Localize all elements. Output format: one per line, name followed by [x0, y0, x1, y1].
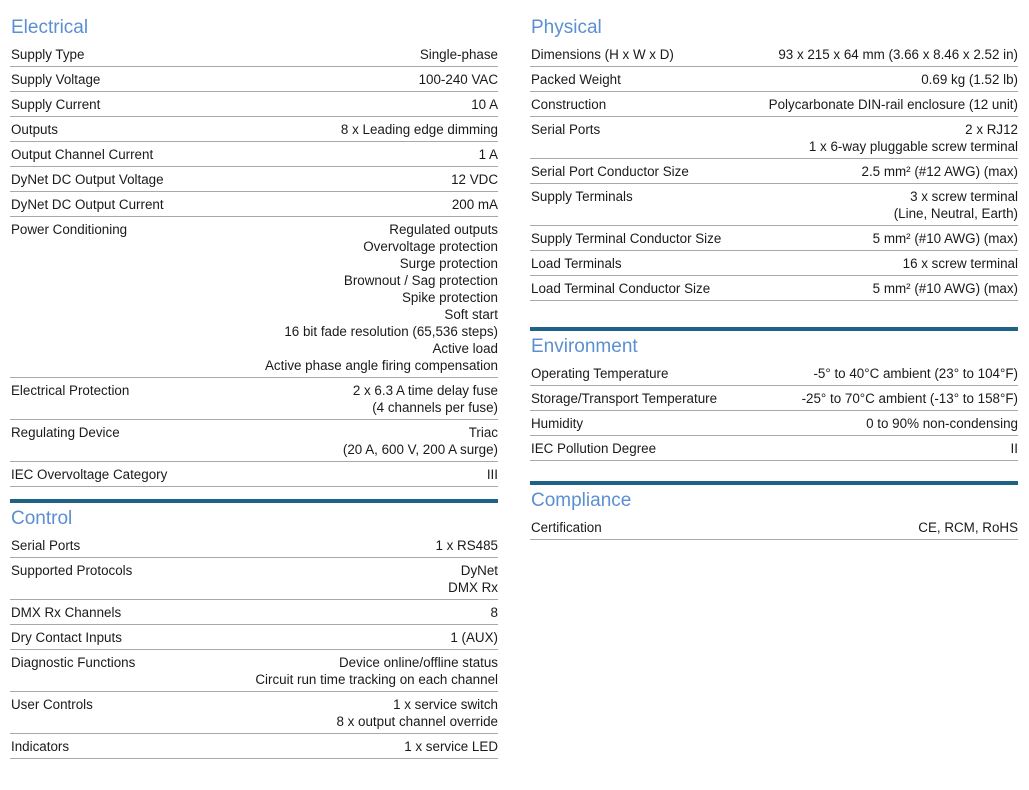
physical-rows — [530, 42, 1018, 301]
spec-label: User Controls — [11, 697, 93, 712]
spec-row — [10, 92, 498, 117]
spec-value-line: Triac — [468, 425, 498, 440]
spec-value-line: DyNet — [460, 563, 498, 578]
spec-value-line: (Line, Neutral, Earth) — [893, 206, 1018, 221]
spec-row — [530, 411, 1018, 436]
spec-value-line: 1 x service LED — [404, 739, 498, 754]
spec-value — [404, 738, 498, 755]
spec-value — [813, 365, 1018, 382]
spec-value-line: Spike protection — [401, 290, 498, 305]
spec-row — [530, 159, 1018, 184]
spec-label: IEC Pollution Degree — [531, 441, 657, 456]
spec-value-line: Regulated outputs — [389, 222, 498, 237]
spec-label: Serial Port Conductor Size — [531, 164, 689, 179]
spec-row — [10, 117, 498, 142]
spec-label: DyNet DC Output Current — [11, 197, 164, 212]
spec-value — [862, 163, 1019, 180]
electrical-section — [10, 12, 498, 487]
spec-row — [530, 92, 1018, 117]
spec-value — [487, 466, 498, 483]
spec-value — [873, 230, 1018, 247]
spec-value-line: (4 channels per fuse) — [372, 400, 498, 415]
spec-value-line: CE, RCM, RoHS — [918, 520, 1018, 535]
spec-value — [809, 121, 1018, 155]
spec-value-line: 1 A — [478, 147, 498, 162]
spec-value — [894, 188, 1018, 222]
spec-row — [10, 600, 498, 625]
spec-row — [10, 533, 498, 558]
spec-value-line: 1 x RS485 — [435, 538, 498, 553]
spec-row — [530, 42, 1018, 67]
section-title-compliance: Compliance — [531, 490, 632, 511]
spec-row — [530, 184, 1018, 226]
spec-value-line: 0.69 kg (1.52 lb) — [921, 72, 1018, 87]
spec-row — [530, 276, 1018, 301]
spec-value — [479, 146, 498, 163]
spec-row — [10, 650, 498, 692]
spec-value-line: 2 x 6.3 A time delay fuse — [352, 383, 498, 398]
spec-value-line: II — [1010, 441, 1018, 456]
spec-value — [451, 171, 498, 188]
spec-value-line: Polycarbonate DIN-rail enclosure (12 unit) — [768, 97, 1018, 112]
spec-label: Load Terminal Conductor Size — [531, 281, 711, 296]
spec-value — [265, 221, 498, 374]
spec-value-line: Active load — [432, 341, 498, 356]
spec-value-line: 8 x Leading edge dimming — [340, 122, 498, 137]
spec-value — [471, 96, 498, 113]
spec-value-line: 93 x 215 x 64 mm (3.66 x 8.46 x 2.52 in) — [778, 47, 1018, 62]
spec-label: Supply Terminal Conductor Size — [531, 231, 722, 246]
spec-value — [778, 46, 1018, 63]
spec-value-line: III — [486, 467, 498, 482]
spec-label: Construction — [531, 97, 607, 112]
spec-row — [530, 515, 1018, 540]
spec-label: Load Terminals — [531, 256, 622, 271]
spec-value-line: (20 A, 600 V, 200 A surge) — [342, 442, 498, 457]
spec-value-line: 0 to 90% non-condensing — [866, 416, 1018, 431]
spec-label: Dimensions (H x W x D) — [531, 47, 674, 62]
spec-row — [10, 42, 498, 67]
spec-value — [343, 424, 498, 458]
spec-row — [530, 226, 1018, 251]
spec-value-line: DMX Rx — [448, 580, 498, 595]
spec-row — [10, 167, 498, 192]
spec-value-line: 5 mm² (#10 AWG) (max) — [872, 231, 1018, 246]
spec-row — [10, 420, 498, 462]
spec-label: Dry Contact Inputs — [11, 630, 122, 645]
spec-value — [448, 562, 498, 596]
spec-row — [10, 67, 498, 92]
left-column — [10, 12, 498, 759]
spec-value-line: -25° to 70°C ambient (-13° to 158°F) — [801, 391, 1018, 406]
spec-row — [10, 462, 498, 487]
spec-value-line: 8 — [490, 605, 498, 620]
spec-value — [336, 696, 498, 730]
section-title-environment: Environment — [531, 336, 638, 357]
spec-row — [10, 692, 498, 734]
spec-value-line: Soft start — [444, 307, 498, 322]
spec-value-line: Device online/offline status — [338, 655, 498, 670]
spec-row — [530, 386, 1018, 411]
spec-label: Serial Ports — [11, 538, 81, 553]
spec-value-line: 5 mm² (#10 AWG) (max) — [872, 281, 1018, 296]
spec-row — [10, 192, 498, 217]
spec-value-line: 8 x output channel override — [336, 714, 498, 729]
spec-row — [530, 251, 1018, 276]
spec-value-line: 100-240 VAC — [418, 72, 498, 87]
spec-row — [530, 436, 1018, 461]
spec-row — [530, 67, 1018, 92]
spec-label: Power Conditioning — [11, 222, 128, 237]
spec-value — [903, 255, 1018, 272]
spec-row — [530, 117, 1018, 159]
physical-section — [530, 12, 1018, 301]
electrical-rows — [10, 42, 498, 487]
spec-label: Storage/Transport Temperature — [531, 391, 718, 406]
spec-value-line: 200 mA — [451, 197, 498, 212]
spec-label: IEC Overvoltage Category — [11, 467, 168, 482]
spec-row — [10, 142, 498, 167]
spec-label: Supply Voltage — [11, 72, 101, 87]
control-rows — [10, 533, 498, 759]
spec-row — [10, 625, 498, 650]
spec-label: Serial Ports — [531, 122, 601, 137]
spec-value-line: 1 x 6-way pluggable screw terminal — [808, 139, 1018, 154]
right-column — [530, 12, 1018, 540]
spec-value — [341, 121, 498, 138]
spec-value-line: 2 x RJ12 — [965, 122, 1018, 137]
spec-label: Indicators — [11, 739, 70, 754]
spec-value-line: 12 VDC — [451, 172, 498, 187]
spec-value — [419, 71, 498, 88]
spec-value-line: Single-phase — [419, 47, 498, 62]
environment-rows — [530, 361, 1018, 461]
spec-value-line: 1 (AUX) — [450, 630, 498, 645]
spec-label: Certification — [531, 520, 602, 535]
spec-value — [420, 46, 498, 63]
spec-label: Operating Temperature — [531, 366, 669, 381]
spec-value — [353, 382, 498, 416]
spec-label: Electrical Protection — [11, 383, 130, 398]
spec-value — [1011, 440, 1018, 457]
spec-row — [10, 558, 498, 600]
section-title-electrical: Electrical — [11, 17, 89, 38]
spec-label: Outputs — [11, 122, 58, 137]
spec-value — [769, 96, 1018, 113]
spec-label: Packed Weight — [531, 72, 621, 87]
spec-value-line: Surge protection — [399, 256, 498, 271]
control-section — [10, 503, 498, 759]
compliance-rows — [530, 515, 1018, 540]
spec-value — [866, 415, 1018, 432]
spec-value — [452, 196, 498, 213]
spec-value-line: -5° to 40°C ambient (23° to 104°F) — [813, 366, 1018, 381]
spec-label: Output Channel Current — [11, 147, 154, 162]
spec-value-line: 1 x service switch — [393, 697, 498, 712]
spec-label: Humidity — [531, 416, 584, 431]
section-title-physical: Physical — [531, 17, 602, 38]
spec-value-line: Active phase angle firing compensation — [265, 358, 498, 373]
spec-value-line: Brownout / Sag protection — [343, 273, 498, 288]
spec-row — [10, 734, 498, 759]
environment-section — [530, 331, 1018, 461]
spec-value-line: 10 A — [471, 97, 498, 112]
spec-label: Diagnostic Functions — [11, 655, 136, 670]
spec-value-line: Overvoltage protection — [363, 239, 498, 254]
spec-label: DyNet DC Output Voltage — [11, 172, 164, 187]
spec-value — [450, 629, 498, 646]
spec-value-line: 2.5 mm² (#12 AWG) (max) — [861, 164, 1018, 179]
section-title-control: Control — [11, 508, 73, 529]
spec-value — [255, 654, 498, 688]
compliance-section — [530, 485, 1018, 540]
spec-value — [435, 537, 498, 554]
spec-value — [873, 280, 1018, 297]
spec-label: Supply Type — [11, 47, 85, 62]
spec-value — [802, 390, 1018, 407]
spec-value-line: 16 x screw terminal — [902, 256, 1018, 271]
spec-value-line: Circuit run time tracking on each channel — [255, 672, 498, 687]
spec-row — [10, 217, 498, 378]
spec-label: Regulating Device — [11, 425, 120, 440]
spec-label: DMX Rx Channels — [11, 605, 122, 620]
spec-row — [10, 378, 498, 420]
spec-row — [530, 361, 1018, 386]
spec-label: Supported Protocols — [11, 563, 133, 578]
spec-label: Supply Current — [11, 97, 101, 112]
spec-value-line: 16 bit fade resolution (65,536 steps) — [284, 324, 498, 339]
spec-value — [921, 71, 1018, 88]
spec-value — [491, 604, 498, 621]
spec-value-line: 3 x screw terminal — [910, 189, 1018, 204]
spec-value — [918, 519, 1018, 536]
spec-label: Supply Terminals — [531, 189, 633, 204]
